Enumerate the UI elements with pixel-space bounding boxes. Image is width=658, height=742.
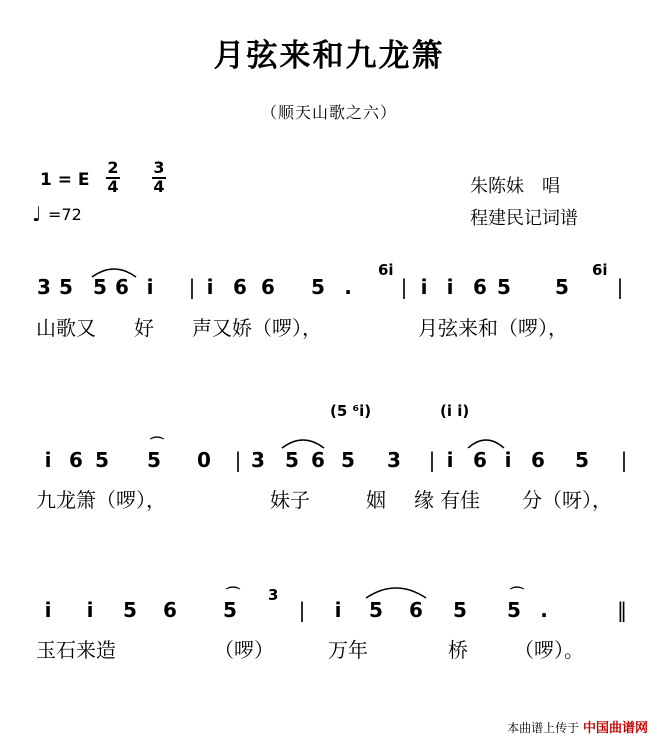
- time-top: 2: [107, 158, 119, 177]
- lyric: 好: [134, 316, 154, 340]
- lyric: 玉石来造: [36, 638, 116, 662]
- transcriber-credit: 程建民记词谱: [470, 208, 578, 229]
- subtitle: （顺天山歌之六）: [260, 103, 397, 122]
- barline: |: [620, 448, 628, 472]
- slur-icon: [364, 584, 428, 600]
- barline: |: [234, 448, 242, 472]
- page-title: 月弦来和九龙箫: [213, 38, 445, 74]
- note: 0: [197, 448, 211, 472]
- grace-note: 6i: [378, 261, 394, 279]
- note: i: [44, 598, 52, 622]
- grace-note: 3: [268, 586, 279, 604]
- time-signature-1: [106, 158, 120, 195]
- note: 5: [59, 275, 73, 299]
- note: i: [420, 275, 428, 299]
- notation-line-2: [36, 437, 636, 478]
- note: i: [446, 448, 454, 472]
- note: i: [146, 275, 154, 299]
- ornament: (i i): [440, 402, 470, 420]
- barline: |: [616, 275, 624, 299]
- barline: |: [428, 448, 436, 472]
- note: 5: [311, 275, 325, 299]
- lyric: 九龙箫（啰），: [36, 488, 166, 512]
- lyric: 缘: [414, 488, 434, 512]
- ornament: (5 ⁶i): [330, 402, 372, 420]
- footer-text: 本曲谱上传于: [507, 721, 580, 735]
- note: i: [504, 448, 512, 472]
- note: 5: [341, 448, 355, 472]
- note: 5: [223, 598, 237, 622]
- footer-brand[interactable]: 中国曲谱网: [582, 721, 648, 736]
- lyric: 桥: [448, 638, 468, 662]
- time-signature-2: [152, 158, 166, 195]
- note: 5: [147, 448, 161, 472]
- slur-icon: [90, 265, 138, 279]
- key-signature: 1 = E: [40, 170, 90, 190]
- note: 6: [115, 275, 129, 299]
- lyric: 山歌又: [36, 316, 96, 340]
- quarter-note-icon: ♩: [32, 202, 42, 226]
- note: 5: [497, 275, 511, 299]
- note: 5: [285, 448, 299, 472]
- grace-note: 6i: [592, 261, 608, 279]
- fermata-icon: ⌒: [510, 587, 524, 603]
- note: 5: [93, 275, 107, 299]
- note: 6: [473, 448, 487, 472]
- note: 5: [369, 598, 383, 622]
- note: i: [334, 598, 342, 622]
- note: 6: [311, 448, 325, 472]
- note: 5: [555, 275, 569, 299]
- note: 6: [163, 598, 177, 622]
- lyric: 妹子: [270, 488, 310, 512]
- lyric: 分（呀），: [522, 488, 612, 512]
- note: 3: [387, 448, 401, 472]
- notation-line-1: [36, 261, 636, 305]
- notation-line-3: [36, 586, 636, 628]
- singer-credit: 朱陈妹 唱: [470, 176, 560, 197]
- note: 5: [507, 598, 521, 622]
- note: 5: [575, 448, 589, 472]
- note: 3: [37, 275, 51, 299]
- note: 6: [531, 448, 545, 472]
- footer-watermark: [507, 717, 648, 736]
- slur-icon: [280, 436, 326, 450]
- dot: .: [344, 275, 352, 299]
- time-bottom: 4: [153, 177, 165, 196]
- tempo: =72: [48, 205, 82, 224]
- lyric: 万年: [328, 638, 368, 662]
- barline: |: [188, 275, 196, 299]
- note: 6: [261, 275, 275, 299]
- lyric: （啰）: [214, 638, 274, 662]
- note: 5: [453, 598, 467, 622]
- time-bottom: 4: [107, 177, 119, 196]
- dot: .: [540, 598, 548, 622]
- fermata-icon: ⌒: [226, 587, 240, 603]
- final-barline: ‖: [617, 598, 627, 622]
- note: 3: [251, 448, 265, 472]
- barline: |: [400, 275, 408, 299]
- time-top: 3: [153, 158, 165, 177]
- barline: |: [298, 598, 306, 622]
- note: 6: [233, 275, 247, 299]
- note: i: [86, 598, 94, 622]
- lyric: 有佳: [440, 488, 480, 512]
- note: 6: [409, 598, 423, 622]
- lyric: 月弦来和（啰），: [418, 316, 568, 340]
- note: 6: [69, 448, 83, 472]
- note: i: [44, 448, 52, 472]
- lyric: （啰）。: [514, 638, 584, 662]
- note: 5: [95, 448, 109, 472]
- lyric: 姻: [366, 488, 386, 512]
- slur-icon: [466, 436, 506, 450]
- lyric: 声又娇（啰），: [192, 316, 322, 340]
- note: i: [446, 275, 454, 299]
- note: 6: [473, 275, 487, 299]
- fermata-icon: ⌒: [150, 437, 164, 453]
- note: i: [206, 275, 214, 299]
- note: 5: [123, 598, 137, 622]
